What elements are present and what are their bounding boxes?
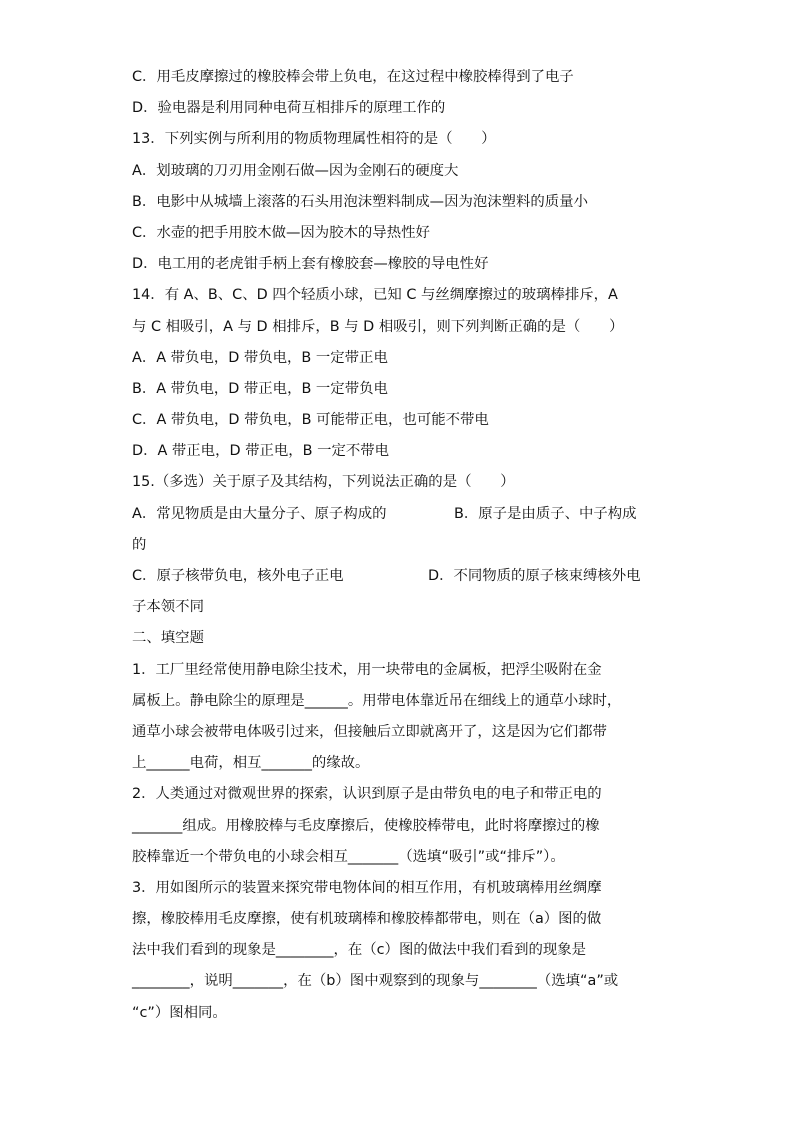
q15-options-cd xyxy=(132,561,664,592)
q15-option-c: C．原子核带负电，核外电子正电 xyxy=(132,568,344,584)
q13-option-b: B．电影中从城墙上滚落的石头用泡沫塑料制成—因为泡沫塑料的质量小 xyxy=(132,193,588,210)
q15-stem: 15.（多选）关于原子及其结构，下列说法正确的是（ ） xyxy=(132,474,515,491)
q13-option-a: A．划玻璃的刀刃用金刚石做—因为金刚石的硬度大 xyxy=(132,162,459,179)
q13-stem: 13．下列实例与所利用的物质物理属性相符的是（ ） xyxy=(132,131,496,148)
fill-q1-line-2: 属板上。静电除尘的原理是______。用带电体靠近吊在细线上的通草小球时， xyxy=(132,692,622,709)
fill-q3-line-5: “c”）图相同。 xyxy=(132,1004,227,1021)
q14-option-d: D．A 带正电，D 带正电，B 一定不带电 xyxy=(132,443,390,460)
q15-option-a: A．常见物质是由大量分子、原子构成的 xyxy=(132,505,387,522)
fill-q2-line-2: _______组成。用橡胶棒与毛皮摩擦后，使橡胶棒带电，此时将摩擦过的橡 xyxy=(132,817,600,834)
section-heading-fill-in: 二、填空题 xyxy=(132,630,204,647)
fill-q1-line-4: 上______电荷，相互_______的缘故。 xyxy=(132,755,370,772)
q14-stem-line-2: 与 C 相吸引，A 与 D 相排斥，B 与 D 相吸引，则下列判断正确的是（ ） xyxy=(132,318,624,335)
fill-q1-line-1: 1．工厂里经常使用静电除尘技术，用一块带电的金属板，把浮尘吸附在金 xyxy=(132,661,602,678)
fill-q3-line-2: 擦，橡胶棒用毛皮摩擦，使有机玻璃棒和橡胶棒都带电，则在（a）图的做 xyxy=(132,911,602,928)
exam-page xyxy=(132,62,664,1029)
q14-option-b: B．A 带负电，D 带正电，B 一定带负电 xyxy=(132,380,388,397)
q15-option-b: B．原子是由质子、中子构成 xyxy=(454,505,637,522)
q15-option-b-continued: 的 xyxy=(132,536,147,553)
q12-option-c: C．用毛皮摩擦过的橡胶棒会带上负电，在这过程中橡胶棒得到了电子 xyxy=(132,69,574,85)
fill-q1-line-3: 通草小球会被带电体吸引过来，但接触后立即就离开了，这是因为它们都带 xyxy=(132,723,607,740)
q14-stem-line-1: 14．有 A、B、C、D 四个轻质小球，已知 C 与丝绸摩擦过的玻璃棒排斥，A xyxy=(132,287,618,304)
fill-q3-line-3: 法中我们看到的现象是________，在（c）图的做法中我们看到的现象是 xyxy=(132,942,587,959)
fill-q2-line-3: 胶棒靠近一个带负电的小球会相互_______（选填“吸引”或“排斥”）。 xyxy=(132,848,565,865)
q14-option-a: A．A 带负电，D 带负电，B 一定带正电 xyxy=(132,349,388,366)
q15-options-ab xyxy=(132,499,664,530)
q13-option-c: C．水壶的把手用胶木做—因为胶木的导热性好 xyxy=(132,224,430,241)
fill-q2-line-1: 2．人类通过对微观世界的探索，认识到原子是由带负电的电子和带正电的 xyxy=(132,786,602,803)
q12-option-d: D．验电器是利用同种电荷互相排斥的原理工作的 xyxy=(132,100,446,117)
q15-option-d-continued: 子本领不同 xyxy=(132,599,204,616)
q13-option-d: D．电工用的老虎钳手柄上套有橡胶套—橡胶的导电性好 xyxy=(132,256,489,273)
q14-option-c: C．A 带负电，D 带负电，B 可能带正电，也可能不带电 xyxy=(132,412,489,429)
q15-option-d: D．不同物质的原子核束缚核外电 xyxy=(428,568,641,584)
fill-q3-line-4: ________，说明_______，在（b）图中观察到的现象与________（选填“a”或 xyxy=(132,973,619,990)
fill-q3-line-1: 3．用如图所示的装置来探究带电物体间的相互作用，有机玻璃棒用丝绸摩 xyxy=(132,879,602,896)
